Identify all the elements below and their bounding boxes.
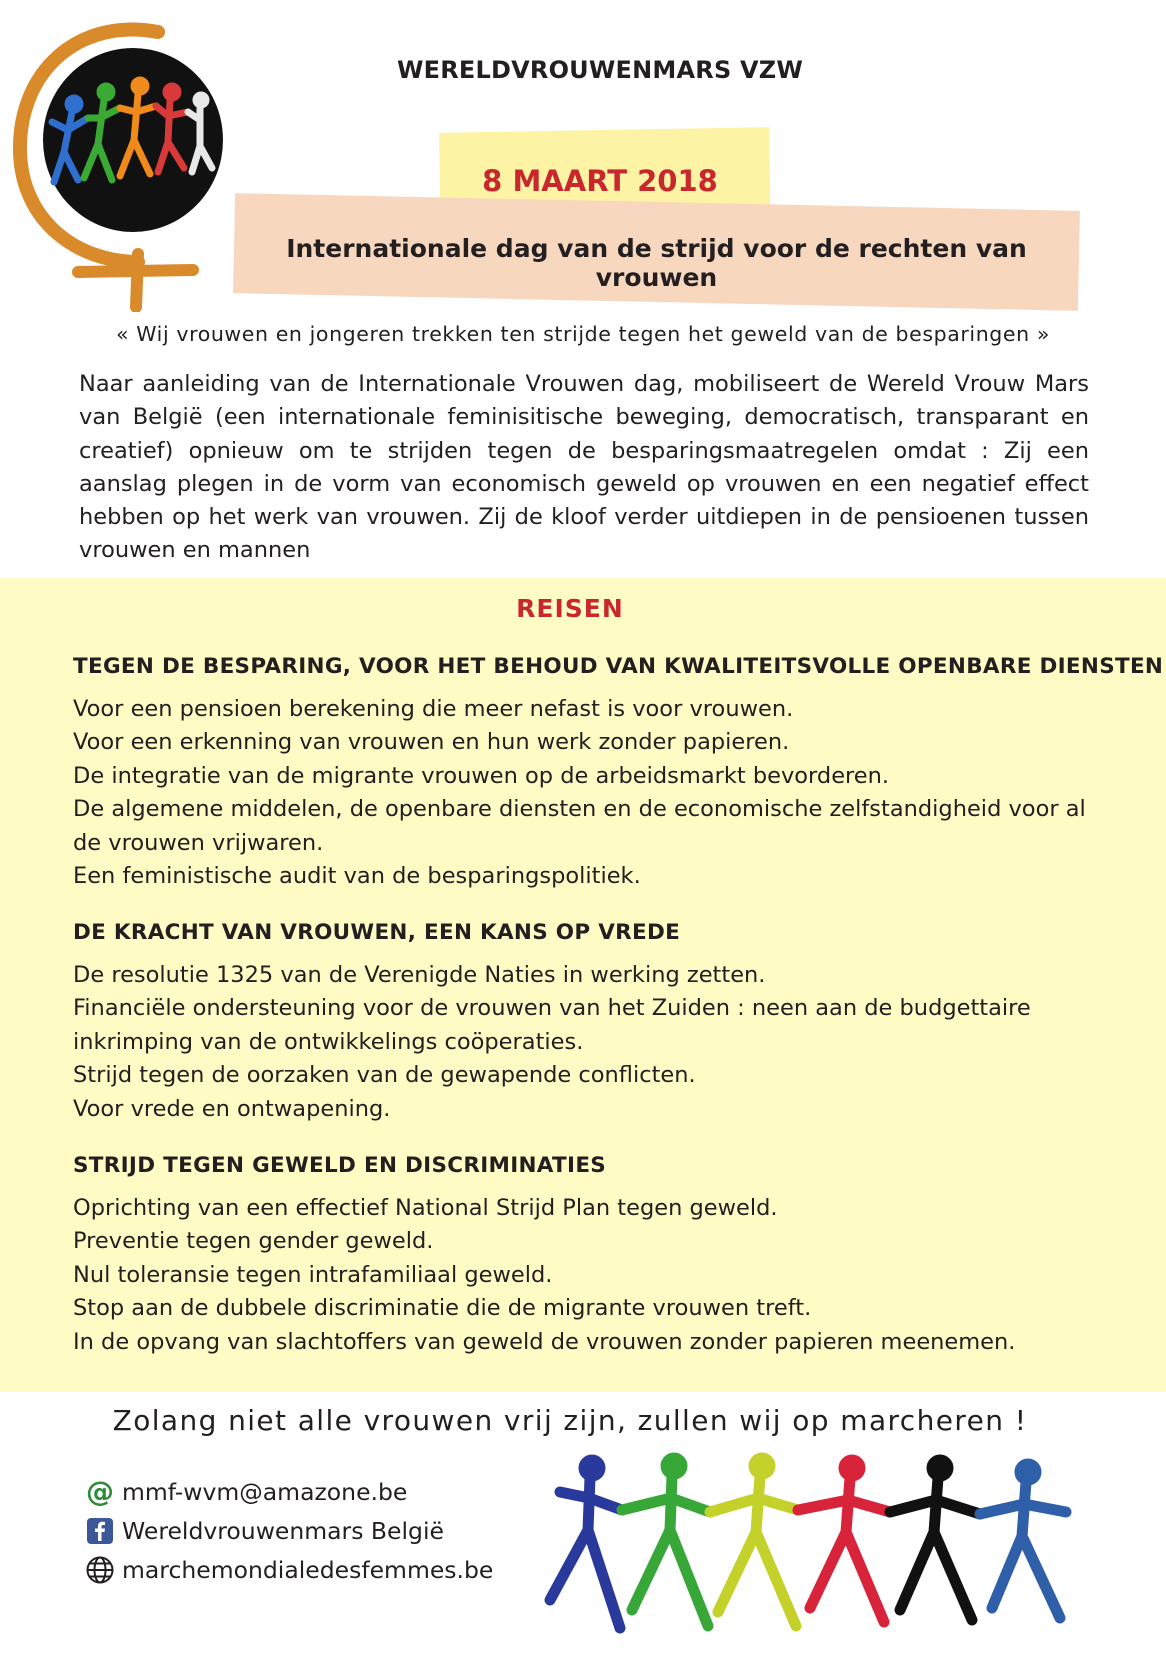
demand-line: Oprichting van een effectief National Strijd Plan tegen geweld. [73,1195,778,1221]
contact-email[interactable] [84,1476,407,1508]
closing-slogan: Zolang niet alle vrouwen vrij zijn, zullen wij op marcheren ! [112,1404,1028,1437]
svg-text:@: @ [86,1477,114,1507]
demand-line: Voor een pensioen berekening die meer nefast is voor vrouwen. [73,696,794,722]
website-link[interactable]: marchemondialedesfemmes.be [122,1556,494,1584]
slogan-quote: « Wij vrouwen en jongeren trekken ten strijde tegen het geweld van de besparingen » [116,322,1050,346]
facebook-icon [84,1515,116,1547]
demand-line: Financiële ondersteuning voor de vrouwen van het Zuiden : neen aan de budgettaire inkrimping van de ontwikkelings coöperaties. [73,995,1031,1055]
panel-heading: REISEN [516,594,624,623]
demand-line: Een feministische audit van de besparingspolitiek. [73,863,641,890]
demand-line: Nul toleransie tegen intrafamiliaal geweld. [73,1261,553,1288]
event-date: 8 MAART 2018 [482,164,718,198]
contact-website[interactable] [84,1554,493,1586]
email-link[interactable]: mmf-wvm@amazone.be [122,1478,408,1506]
demand-line: De algemene middelen, de openbare diensten en de economische zelfstandigheid voor al de vrouwen vrijwaren. [73,796,1086,856]
intro-paragraph: Naar aanleiding van de Internationale Vrouwen dag, mobiliseert de Wereld Vrouw Mars van België (een internationale feminisitische beweging, democratisch, transparant en creatief) opnieuw om te strijden tegen de besparingsmaatregelen omdat : Zij een aanslag plegen in de vorm van economisch geweld op vrouwen en een negatief effect hebben op het werk van vrouwen. Zij de kloof verder uitdiepen in de pensioenen tussen vrouwen en mannen [79,371,1089,564]
section-title: TEGEN DE BESPARING, VOOR HET BEHOUD VAN KWALITEITSVOLLE OPENBARE DIENSTEN [73,654,1164,679]
event-subtitle: Internationale dag van de strijd voor de rechten van vrouwen [286,234,1027,292]
section-title: DE KRACHT VAN VROUWEN, EEN KANS OP VREDE [73,920,681,945]
section-body [73,1192,1093,1359]
globe-icon [84,1554,116,1586]
dancing-figures-illustration [540,1450,1100,1640]
contact-facebook[interactable] [84,1515,444,1547]
demand-line: Strijd tegen de oorzaken van de gewapende conflicten. [73,1062,696,1089]
demand-line: De resolutie 1325 van de Verenigde Naties in werking zetten. [73,962,766,988]
demand-line: Preventie tegen gender geweld. [73,1228,434,1255]
org-title: WERELDVROUWENMARS VZW [396,56,804,84]
demand-line: Voor een erkenning van vrouwen en hun werk zonder papieren. [73,729,790,756]
demand-line: In de opvang van slachtoffers van geweld de vrouwen zonder papieren meenemen. [73,1328,1016,1355]
facebook-link[interactable]: Wereldvrouwenmars België [122,1517,444,1545]
demand-line: De integratie van de migrante vrouwen op de arbeidsmarkt bevorderen. [73,762,890,789]
at-sign-icon [84,1476,116,1508]
logo [8,22,243,312]
demand-line: Stop aan de dubbele discriminatie die de migrante vrouwen treft. [73,1295,812,1322]
demand-line: Voor vrede en ontwapening. [73,1095,391,1122]
section-body [73,959,1093,1126]
section-title: STRIJD TEGEN GEWELD EN DISCRIMINATIES [73,1153,607,1178]
section-body [73,693,1093,893]
